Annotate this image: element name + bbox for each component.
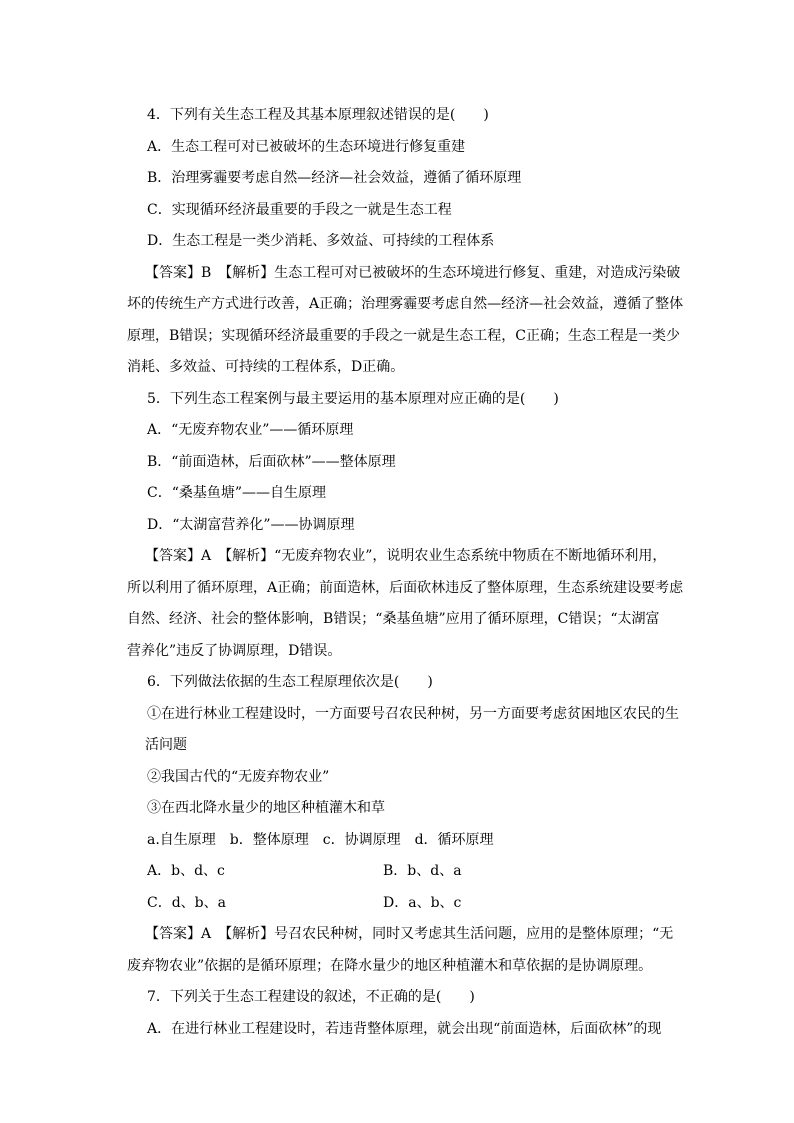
q6-answer-line-2: 废弃物农业”依据的是循环原理；在降水量少的地区种植灌木和草依据的是协调原理。 (127, 957, 653, 974)
q4-option-c: C．实现循环经济最重要的手段之一就是生态工程 (147, 201, 452, 218)
q5-option-b: B．“前面造林，后面砍林”——整体原理 (147, 453, 396, 470)
q4-answer-line-2: 坏的传统生产方式进行改善，A正确；治理雾霾要考虑自然—经济—社会效益，遵循了整体 (127, 296, 684, 312)
q5-answer-line-3: 自然、经济、社会的整体影响，B错误；“桑基鱼塘”应用了循环原理，C错误；“太湖富 (127, 611, 660, 627)
q5-option-c: C．“桑基鱼塘”——自生原理 (147, 485, 327, 501)
document-content (127, 100, 684, 1045)
q5-answer-line-2: 所以利用了循环原理，A正确；前面造林，后面砍林违反了整体原理，生态系统建设要考虑 (127, 579, 684, 596)
q6-item-2: ②我国古代的“无废弃物农业” (147, 768, 330, 785)
q6-option-a: A．b、d、c (147, 863, 225, 879)
q4-answer-line-4: 消耗、多效益、可持续的工程体系，D正确。 (127, 359, 405, 375)
q6-choices: a.自生原理 b．整体原理 c．协调原理 d．循环原理 (147, 831, 494, 848)
q6-options-row-1 (147, 856, 683, 888)
q6-option-c: C．d、b、a (147, 894, 226, 911)
q5-option-a: A．“无废弃物农业”——循环原理 (147, 422, 354, 438)
q6-answer-line-1: 【答案】A 【解析】号召农民种树，同时又考虑其生活问题，应用的是整体原理；“无 (145, 926, 674, 942)
q6-stem: 6．下列做法依据的生态工程原理依次是( ) (147, 674, 433, 690)
q5-option-d: D．“太湖富营养化”——协调原理 (147, 516, 355, 533)
q6-item-1-cont: 活问题 (145, 737, 187, 753)
q6-options-row-2 (147, 888, 683, 920)
q4-option-a: A．生态工程可对已被破坏的生态环境进行修复重建 (147, 138, 466, 155)
q6-item-1: ①在进行林业工程建设时，一方面要号召农民种树，另一方面要考虑贫困地区农民的生 (147, 705, 679, 722)
q7-stem: 7．下列关于生态工程建设的叙述，不正确的是( ) (147, 989, 475, 1005)
q7-option-a: A．在进行林业工程建设时，若违背整体原理，就会出现“前面造林，后面砍林”的现 (147, 1020, 662, 1037)
q5-answer-line-1: 【答案】A 【解析】“无废弃物农业”，说明农业生态系统中物质在不断地循环利用， (145, 548, 667, 564)
q6-option-b: B．b、d、a (383, 863, 462, 879)
q4-stem: 4．下列有关生态工程及其基本原理叙述错误的是( ) (147, 107, 489, 123)
q4-answer-line-3: 原理，B错误；实现循环经济最重要的手段之一就是生态工程，C正确；生态工程是一类少 (127, 327, 680, 344)
q5-stem: 5．下列生态工程案例与最主要运用的基本原理对应正确的是( ) (147, 390, 559, 407)
q6-option-d: D．a、b、c (383, 894, 462, 911)
q6-item-3: ③在西北降水量少的地区种植灌木和草 (147, 800, 385, 816)
q4-option-d: D．生态工程是一类少消耗、多效益、可持续的工程体系 (147, 233, 495, 249)
q5-answer-line-4: 营养化”违反了协调原理，D错误。 (127, 642, 342, 659)
q4-answer-line-1: 【答案】B 【解析】生态工程可对已被破坏的生态环境进行修复、重建，对造成污染破 (145, 264, 681, 281)
q4-option-b: B．治理雾霾要考虑自然—经济—社会效益，遵循了循环原理 (147, 170, 522, 186)
